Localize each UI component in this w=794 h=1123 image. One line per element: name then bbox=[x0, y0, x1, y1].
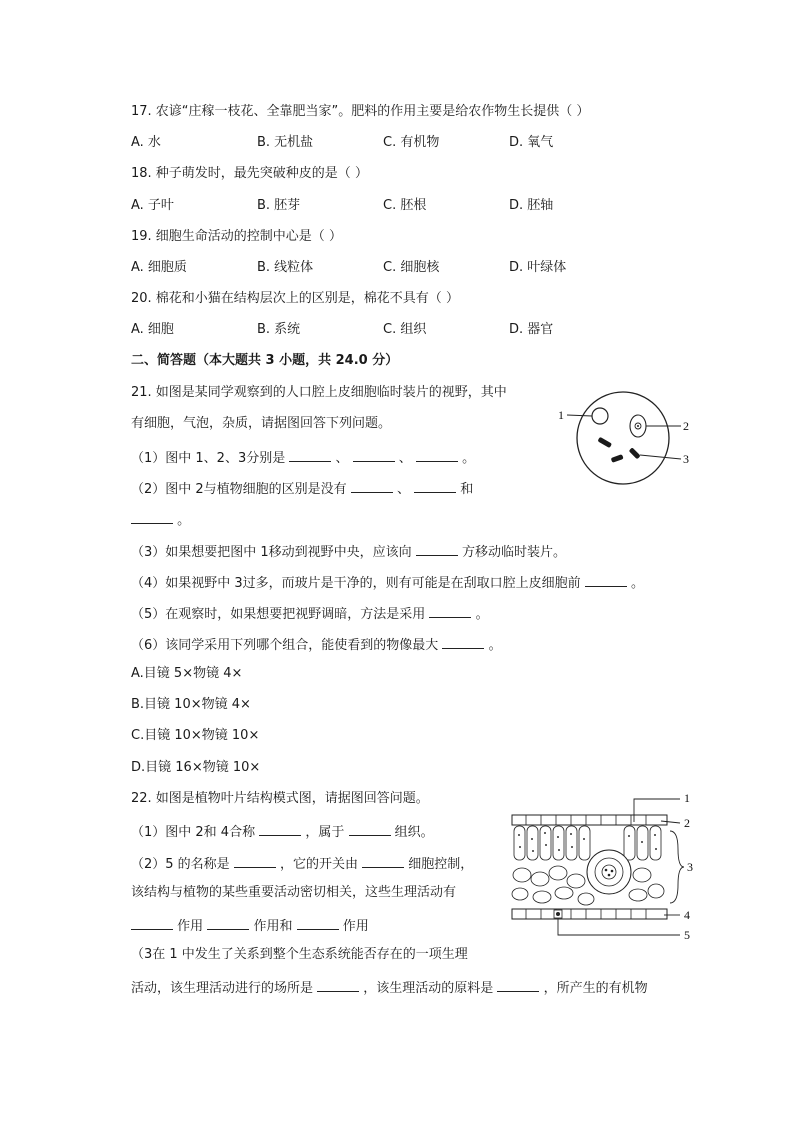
answer-blank[interactable] bbox=[429, 603, 471, 618]
answer-blank[interactable] bbox=[414, 478, 456, 493]
impurity-mark bbox=[611, 454, 624, 463]
q21-part6 bbox=[131, 634, 502, 655]
q18-option-d: D. 胚轴 bbox=[509, 198, 554, 213]
q18-option-c: C. 胚根 bbox=[383, 198, 427, 213]
q20-option-d: D. 器官 bbox=[509, 322, 554, 337]
q22-part3-line2 bbox=[131, 977, 648, 998]
answer-blank[interactable] bbox=[207, 915, 249, 930]
conjunction: 和 bbox=[460, 482, 474, 497]
q21-part5-text: （5）在观察时，如果想要把视野调暗，方法是采用 bbox=[131, 607, 426, 622]
figure-label-4: 4 bbox=[684, 908, 690, 922]
q22-part2-line3 bbox=[131, 915, 369, 936]
answer-blank[interactable] bbox=[362, 853, 404, 868]
q19-option-a: A. 细胞质 bbox=[131, 260, 187, 275]
answer-blank[interactable] bbox=[297, 915, 339, 930]
section-heading: 二、简答题（本大题共 3 小题，共 24.0 分） bbox=[131, 353, 399, 368]
answer-blank[interactable] bbox=[349, 821, 391, 836]
answer-blank[interactable] bbox=[353, 447, 395, 462]
separator: 、 bbox=[396, 482, 410, 497]
answer-blank[interactable] bbox=[416, 447, 458, 462]
answer-blank[interactable] bbox=[442, 634, 484, 649]
q22-part3-line1: （3在 1 中发生了关系到整个生态系统能否存在的一项生理 bbox=[131, 947, 468, 962]
separator: 、 bbox=[398, 451, 412, 466]
q20-option-c: C. 组织 bbox=[383, 322, 427, 337]
q22-stem: 22. 如图是植物叶片结构模式图，请据图回答问题。 bbox=[131, 791, 429, 806]
q17-option-a: A. 水 bbox=[131, 135, 161, 150]
figure-label-2: 2 bbox=[684, 816, 690, 830]
q21-part3-text: （3）如果想要把图中 1移动到视野中央，应该向 bbox=[131, 545, 412, 560]
q21-part4 bbox=[131, 572, 644, 593]
q20-stem: 20. 棉花和小猫在结构层次上的区别是，棉花不具有（ ） bbox=[131, 291, 459, 306]
period: 。 bbox=[462, 451, 476, 466]
q22-leaf-structure-figure bbox=[506, 787, 706, 947]
q22-part2-word: 作用 bbox=[342, 919, 369, 934]
q22-part2-mid: ，它的开关由 bbox=[279, 857, 358, 872]
impurity-mark bbox=[629, 447, 641, 459]
q21-part3 bbox=[131, 541, 566, 562]
separator: 、 bbox=[335, 451, 349, 466]
q17-stem: 17. 农谚“庄稼一枝花、全靠肥当家”。肥料的作用主要是给农作物生长提供（ ） bbox=[131, 104, 590, 119]
q18-stem: 18. 种子萌发时，最先突破种皮的是（ ） bbox=[131, 166, 368, 181]
answer-blank[interactable] bbox=[317, 977, 359, 992]
q22-part2-tail: 细胞控制， bbox=[408, 857, 474, 872]
answer-blank[interactable] bbox=[585, 572, 627, 587]
impurity-mark bbox=[597, 437, 612, 448]
answer-blank[interactable] bbox=[289, 447, 331, 462]
answer-blank[interactable] bbox=[259, 821, 301, 836]
q21-choice-d: D.目镜 16×物镜 10× bbox=[131, 760, 261, 775]
q19-option-b: B. 线粒体 bbox=[257, 260, 314, 275]
q21-choice-a: A.目镜 5×物镜 4× bbox=[131, 666, 243, 681]
leader-line-1 bbox=[567, 415, 592, 416]
answer-blank[interactable] bbox=[351, 478, 393, 493]
q21-stem-line1: 21. 如图是某同学观察到的人口腔上皮细胞临时装片的视野，其中 bbox=[131, 385, 507, 400]
figure-label-2: 2 bbox=[683, 419, 689, 433]
q19-option-d: D. 叶绿体 bbox=[509, 260, 567, 275]
q21-stem-line2: 有细胞，气泡，杂质，请据图回答下列问题。 bbox=[131, 416, 392, 431]
figure-label-1: 1 bbox=[684, 791, 690, 805]
answer-blank[interactable] bbox=[497, 977, 539, 992]
q21-choice-b: B.目镜 10×物镜 4× bbox=[131, 697, 251, 712]
q21-part1-text: （1）图中 1、2、3分别是 bbox=[131, 451, 286, 466]
q17-option-b: B. 无机盐 bbox=[257, 135, 314, 150]
q21-microscope-figure bbox=[556, 383, 696, 493]
q21-part3-tail: 方移动临时装片。 bbox=[461, 545, 566, 560]
q22-part2-word: 作用和 bbox=[253, 919, 293, 934]
q17-option-d: D. 氧气 bbox=[509, 135, 554, 150]
period: 。 bbox=[630, 576, 644, 591]
q21-part1 bbox=[131, 447, 475, 468]
q22-part2-line2: 该结构与植物的某些重要活动密切相关，这些生理活动有 bbox=[131, 885, 457, 900]
q21-part6-text: （6）该同学采用下列哪个组合，能使看到的物像最大 bbox=[131, 638, 439, 653]
q19-stem: 19. 细胞生命活动的控制中心是（ ） bbox=[131, 229, 342, 244]
upper-epidermis bbox=[512, 815, 667, 825]
q21-part2 bbox=[131, 478, 473, 499]
period: 。 bbox=[177, 513, 191, 528]
q18-option-b: B. 胚芽 bbox=[257, 198, 301, 213]
lower-epidermis bbox=[512, 909, 667, 919]
answer-blank[interactable] bbox=[416, 541, 458, 556]
q21-part5 bbox=[131, 603, 489, 624]
nucleolus-mark bbox=[637, 425, 639, 427]
answer-blank[interactable] bbox=[234, 853, 276, 868]
q22-part1-tail: 组织。 bbox=[394, 825, 434, 840]
figure-label-3: 3 bbox=[687, 860, 693, 874]
leader-line-3 bbox=[640, 455, 681, 459]
answer-blank[interactable] bbox=[131, 509, 173, 524]
q20-option-b: B. 系统 bbox=[257, 322, 301, 337]
q21-choice-c: C.目镜 10×物镜 10× bbox=[131, 728, 260, 743]
q17-option-c: C. 有机物 bbox=[383, 135, 440, 150]
answer-blank[interactable] bbox=[131, 915, 173, 930]
q20-option-a: A. 细胞 bbox=[131, 322, 174, 337]
q22-part1-text: （1）图中 2和 4合称 bbox=[131, 825, 256, 840]
figure-label-1: 1 bbox=[558, 408, 564, 422]
figure-label-5: 5 bbox=[684, 928, 690, 942]
q22-part3-mid: ，该生理活动的原料是 bbox=[363, 981, 494, 996]
q22-part2 bbox=[131, 853, 473, 874]
q22-part1-mid: ，属于 bbox=[305, 825, 345, 840]
q22-part2-word: 作用 bbox=[177, 919, 204, 934]
period: 。 bbox=[488, 638, 502, 653]
period: 。 bbox=[475, 607, 489, 622]
microscope-field-of-view bbox=[577, 392, 669, 484]
q21-part2-text: （2）图中 2与植物细胞的区别是没有 bbox=[131, 482, 347, 497]
q22-part3-text: 活动，该生理活动进行的场所是 bbox=[131, 981, 314, 996]
q19-option-c: C. 细胞核 bbox=[383, 260, 440, 275]
q21-part4-text: （4）如果视野中 3过多，而玻片是干净的，则有可能是在刮取口腔上皮细胞前 bbox=[131, 576, 581, 591]
figure-label-3: 3 bbox=[683, 452, 689, 466]
q22-part1 bbox=[131, 821, 434, 842]
q18-option-a: A. 子叶 bbox=[131, 198, 174, 213]
q21-part2-cont bbox=[131, 509, 190, 530]
bubble-mark bbox=[592, 408, 608, 424]
q22-part2-text: （2）5 的名称是 bbox=[131, 857, 230, 872]
q22-part3-tail: ，所产生的有机物 bbox=[543, 981, 648, 996]
